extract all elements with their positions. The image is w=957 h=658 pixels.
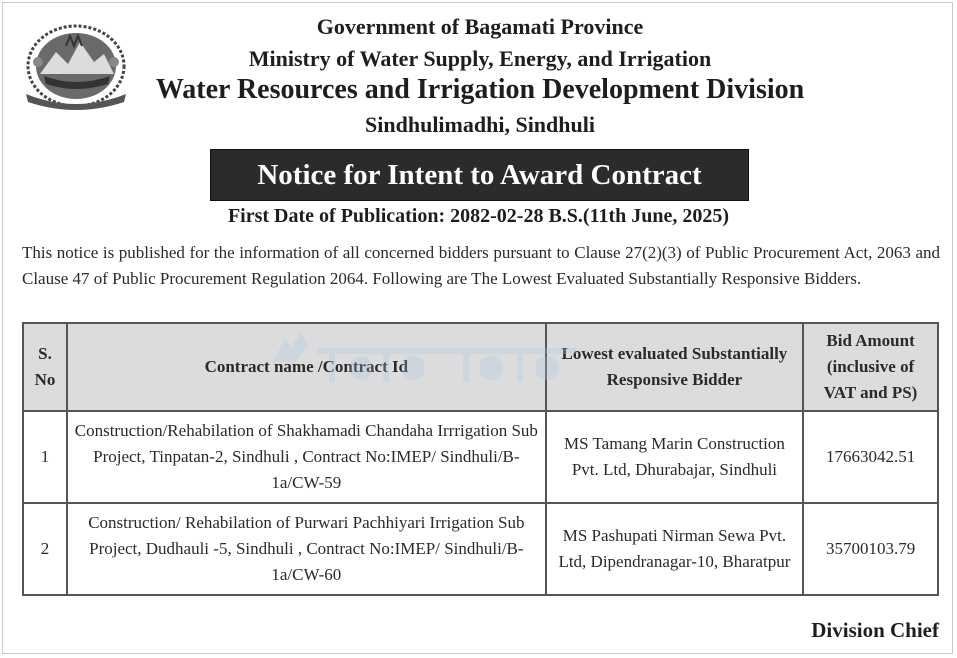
header-government: Government of Bagamati Province [316,14,644,39]
signoff: Division Chief [811,618,939,642]
header-amount: Bid Amount (inclusive of VAT and PS) [803,323,938,411]
government-emblem-icon [20,18,132,110]
cell-amount: 35700103.79 [803,503,938,595]
header-contract: Contract name /Contract Id [67,323,546,411]
header-sn: S. No [23,323,67,411]
cell-bidder: MS Tamang Marin Construction Pvt. Ltd, Dhurabajar, Sindhuli [546,411,803,503]
cell-amount: 17663042.51 [803,411,938,503]
notice-title: Notice for Intent to Award Contract [211,150,748,200]
cell-sn: 1 [23,411,67,503]
cell-bidder: MS Pashupati Nirman Sewa Pvt. Ltd, Dipendranagar-10, Bharatpur [546,503,803,595]
header-location: Sindhulimadhi, Sindhuli [365,112,595,137]
table-row [23,411,938,503]
header-bidder: Lowest evaluated Substantially Responsive Bidder [546,323,803,411]
cell-sn: 2 [23,503,67,595]
intro-paragraph: This notice is published for the information of all concerned bidders pursuant to Clause 27(2)(3) of Public Procurement Act, 2063 and Clause 47 of Public Procurement Regulation 2064. Following are The Lowest Evaluated Substantially Responsive Bidders. [22,243,940,288]
publication-date: First Date of Publication: 2082-02-28 B.S.(11th June, 2025) [227,205,730,227]
cell-contract: Construction/ Rehabilation of Purwari Pachhiyari Irrigation Sub Project, Dudhauli -5, Sindhuli , Contract No:IMEP/ Sindhuli/B-1a/CW-60 [67,503,546,595]
table-header-row [23,323,938,411]
header-ministry: Ministry of Water Supply, Energy, and Irrigation [248,46,712,71]
header-division: Water Resources and Irrigation Development Division [155,74,805,105]
cell-contract: Construction/Rehabilation of Shakhamadi Chandaha Irrrigation Sub Project, Tinpatan-2, Sindhuli , Contract No:IMEP/ Sindhuli/B-1a/CW-59 [67,411,546,503]
table-row [23,503,938,595]
awards-table [22,322,939,596]
